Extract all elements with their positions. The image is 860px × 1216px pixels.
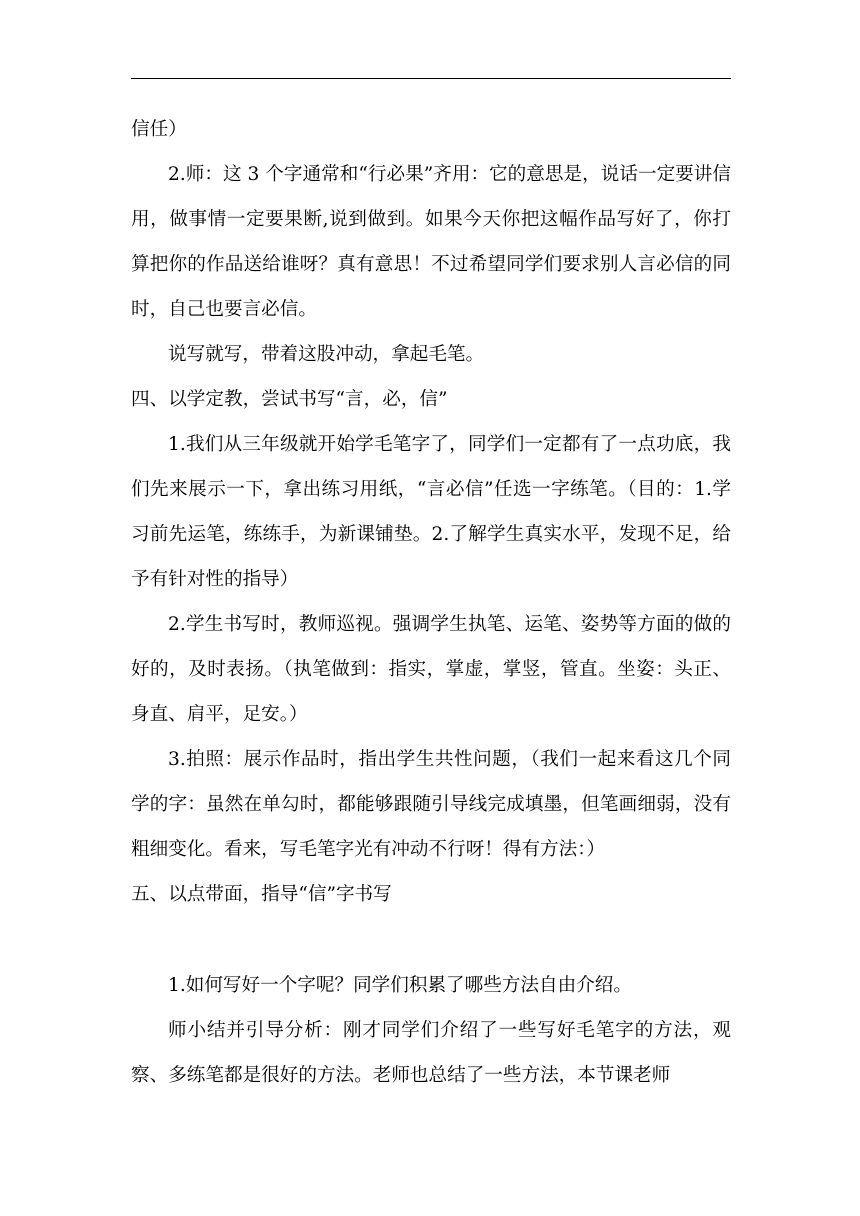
document-body <box>131 107 731 1098</box>
section-heading-four: 四、以学定教，尝试书写“言，必，信” <box>131 389 448 410</box>
paragraph-photo-display: 3.拍照：展示作品时，指出学生共性问题，（我们一起来看这几个同学的字：虽然在单勾时，都能够跟随引导线完成填墨，但笔画细弱，没有粗细变化。看来，写毛笔字光有冲动不行呀！得有方法：） <box>131 749 731 860</box>
paragraph-inspection: 2.学生书写时，教师巡视。强调学生执笔、运笔、姿势等方面的做的好的，及时表扬。（执笔做到：指实，掌虚，掌竖，管直。坐姿：头正、身直、肩平，足安。） <box>131 614 731 725</box>
paragraph-methods: 1.如何写好一个字呢？同学们积累了哪些方法自由介绍。 <box>168 975 632 996</box>
paragraph-practice: 1.我们从三年级就开始学毛笔字了，同学们一定都有了一点功底，我们先来展示一下，拿出练习用纸，“言必信”任选一字练笔。（目的：1.学习前先运笔，练练手，为新课铺垫。2.了解学生真实水平，发现不足，给予有针对性的指导） <box>131 434 731 590</box>
paragraph-start-writing: 说写就写，带着这股冲动，拿起毛笔。 <box>168 344 485 365</box>
paragraph-teacher-explanation: 2.师：这 3 个字通常和“行必果”齐用：它的意思是，说话一定要讲信用，做事情一定要果断,说到做到。如果今天你把这幅作品写好了，你打算把你的作品送给谁呀？真有意思！不过希望同学们要求别人言必信的同时，自己也要言必信。 <box>131 164 731 320</box>
blank-line <box>131 917 731 963</box>
section-heading-five: 五、以点带面，指导“信”字书写 <box>131 884 392 905</box>
paragraph-summary: 师小结并引导分析：刚才同学们介绍了一些写好毛笔字的方法，观察、多练笔都是很好的方法。老师也总结了一些方法，本节课老师 <box>131 1020 731 1086</box>
paragraph-continuation: 信任） <box>131 119 187 140</box>
header-rule <box>131 78 731 79</box>
